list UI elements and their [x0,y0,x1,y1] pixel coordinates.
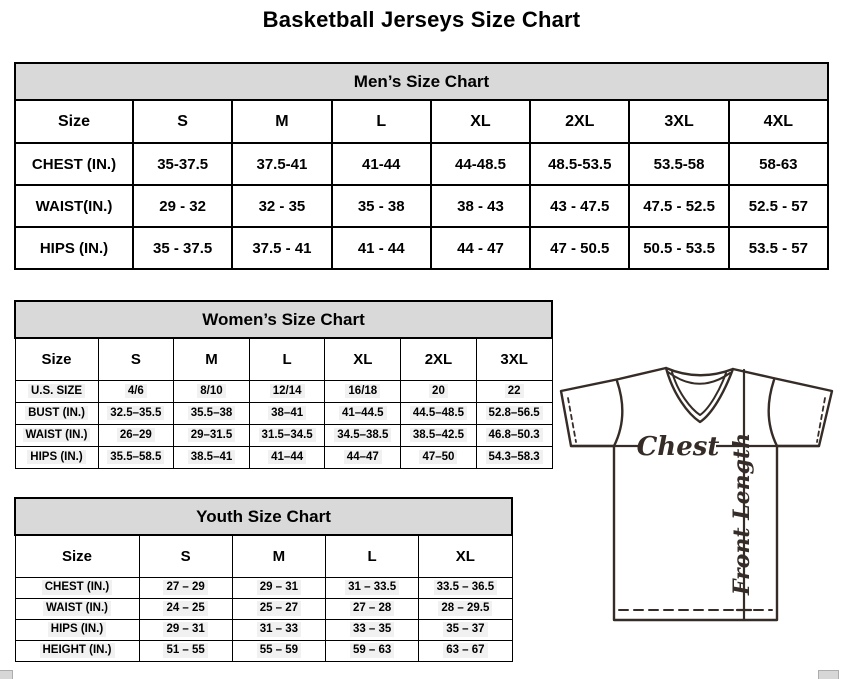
size-value-cell: 59 – 63 [326,640,419,661]
size-col-header: L [332,100,431,143]
youth-chart-title: Youth Size Chart [15,498,512,535]
row-label: WAIST(IN.) [15,185,133,227]
table-row [15,619,512,640]
size-value-cell: 31 – 33.5 [326,577,419,598]
row-label: HIPS (IN.) [15,619,139,640]
size-col-header: 3XL [476,338,552,380]
size-value-cell: 44.5–48.5 [401,402,477,424]
size-col-header: 2XL [401,338,477,380]
size-value-cell: 35 - 38 [332,185,431,227]
row-label: U.S. SIZE [15,380,98,402]
row-label: HIPS (IN.) [15,227,133,269]
size-value-cell: 52.8–56.5 [476,402,552,424]
size-value-cell: 31.5–34.5 [249,424,325,446]
size-value-cell: 12/14 [249,380,325,402]
table-row [15,402,552,424]
size-value-cell: 32.5–35.5 [98,402,174,424]
page-title: Basketball Jerseys Size Chart [262,7,581,32]
size-value-cell: 4/6 [98,380,174,402]
size-value-cell: 38.5–41 [174,446,250,468]
size-value-cell: 29–31.5 [174,424,250,446]
bottom-left-corner-artifact [0,670,13,679]
table-row [15,227,828,269]
size-value-cell: 35 - 37.5 [133,227,232,269]
size-col-header: S [98,338,174,380]
size-value-cell: 44-48.5 [431,143,530,185]
bottom-right-corner-artifact [818,670,839,679]
size-value-cell: 27 – 29 [139,577,232,598]
size-value-cell: 41-44 [332,143,431,185]
size-value-cell: 47.5 - 52.5 [629,185,728,227]
size-value-cell: 41 - 44 [332,227,431,269]
table-row [15,446,552,468]
size-value-cell: 16/18 [325,380,401,402]
size-value-cell: 22 [476,380,552,402]
size-value-cell: 35.5–58.5 [98,446,174,468]
size-col-header: M [174,338,250,380]
size-col-header: M [232,535,325,577]
size-value-cell: 58-63 [729,143,828,185]
size-col-header: L [326,535,419,577]
size-value-cell: 48.5-53.5 [530,143,629,185]
row-label: CHEST (IN.) [15,143,133,185]
table-row [15,143,828,185]
size-value-cell: 26–29 [98,424,174,446]
size-col-header: S [139,535,232,577]
size-col-header: XL [431,100,530,143]
size-value-cell: 20 [401,380,477,402]
size-value-cell: 31 – 33 [232,619,325,640]
row-label: WAIST (IN.) [15,598,139,619]
size-value-cell: 29 - 32 [133,185,232,227]
table-row [15,577,512,598]
size-value-cell: 44–47 [325,446,401,468]
size-value-cell: 8/10 [174,380,250,402]
size-col-header: M [232,100,331,143]
size-value-cell: 32 - 35 [232,185,331,227]
size-value-cell: 54.3–58.3 [476,446,552,468]
size-value-cell: 44 - 47 [431,227,530,269]
row-label: WAIST (IN.) [15,424,98,446]
size-value-cell: 41–44.5 [325,402,401,424]
size-value-cell: 27 – 28 [326,598,419,619]
size-value-cell: 37.5-41 [232,143,331,185]
size-value-cell: 41–44 [249,446,325,468]
size-value-cell: 25 – 27 [232,598,325,619]
size-value-cell: 35-37.5 [133,143,232,185]
size-value-cell: 38.5–42.5 [401,424,477,446]
table-row [15,640,512,661]
jersey-outline-icon [553,358,843,630]
chest-label: Chest [636,432,720,462]
mens-chart-title: Men’s Size Chart [15,63,828,100]
row-label: HEIGHT (IN.) [15,640,139,661]
jersey-measurement-diagram [553,358,843,630]
size-value-cell: 38–41 [249,402,325,424]
size-value-cell: 38 - 43 [431,185,530,227]
size-value-cell: 47 - 50.5 [530,227,629,269]
size-value-cell: 50.5 - 53.5 [629,227,728,269]
size-corner-header: Size [15,338,98,380]
size-value-cell: 46.8–50.3 [476,424,552,446]
size-value-cell: 51 – 55 [139,640,232,661]
womens-size-chart-table [14,300,553,469]
youth-size-chart-table [14,497,513,662]
size-value-cell: 37.5 - 41 [232,227,331,269]
size-value-cell: 35.5–38 [174,402,250,424]
size-col-header: 3XL [629,100,728,143]
table-row [15,598,512,619]
size-value-cell: 34.5–38.5 [325,424,401,446]
size-col-header: L [249,338,325,380]
mens-size-chart-table [14,62,829,270]
size-value-cell: 43 - 47.5 [530,185,629,227]
size-corner-header: Size [15,100,133,143]
row-label: HIPS (IN.) [15,446,98,468]
size-value-cell: 28 – 29.5 [419,598,512,619]
size-value-cell: 52.5 - 57 [729,185,828,227]
womens-chart-title: Women’s Size Chart [15,301,552,338]
size-value-cell: 53.5 - 57 [729,227,828,269]
size-value-cell: 35 – 37 [419,619,512,640]
size-value-cell: 33.5 – 36.5 [419,577,512,598]
row-label: BUST (IN.) [15,402,98,424]
front-length-label: Front Length [729,432,755,596]
size-value-cell: 47–50 [401,446,477,468]
size-value-cell: 33 – 35 [326,619,419,640]
size-corner-header: Size [15,535,139,577]
size-value-cell: 29 – 31 [139,619,232,640]
size-col-header: XL [325,338,401,380]
size-col-header: 2XL [530,100,629,143]
size-col-header: XL [419,535,512,577]
size-col-header: S [133,100,232,143]
size-col-header: 4XL [729,100,828,143]
size-value-cell: 55 – 59 [232,640,325,661]
table-row [15,380,552,402]
row-label: CHEST (IN.) [15,577,139,598]
table-row [15,185,828,227]
size-value-cell: 53.5-58 [629,143,728,185]
table-row [15,424,552,446]
size-value-cell: 24 – 25 [139,598,232,619]
size-value-cell: 29 – 31 [232,577,325,598]
size-value-cell: 63 – 67 [419,640,512,661]
